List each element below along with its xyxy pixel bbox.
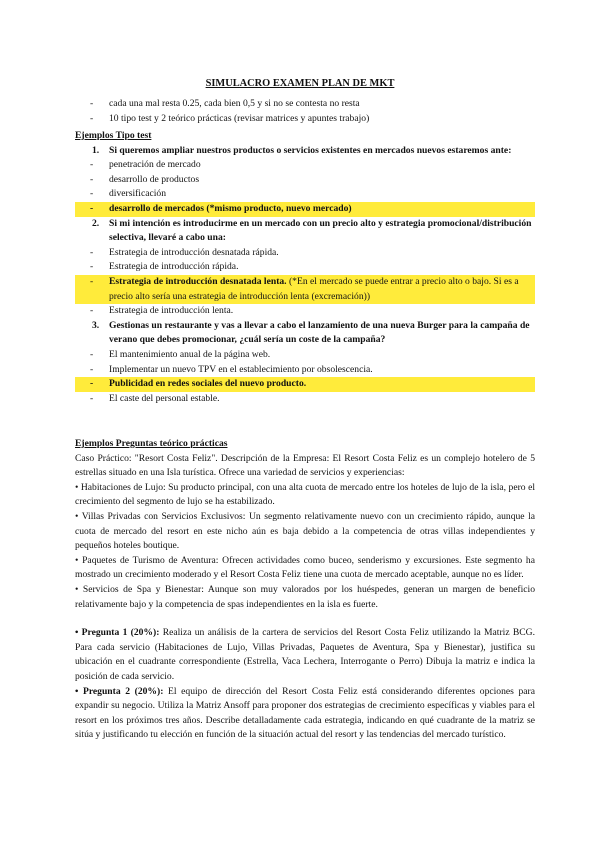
list-item: - diversificación <box>90 188 167 200</box>
list-item: - 10 tipo test y 2 teórico prácticas (revisar matrices y apuntes trabajo) <box>90 112 370 124</box>
list-item: - El caste del personal estable. <box>90 392 220 404</box>
case-bullet: • Habitaciones de Lujo: Su producto principal, con una alta cuota de mercado entre los hoteles de lujo de la isla, pero el crecimiento del segmento de lujo se ha estabilizado. <box>75 481 535 508</box>
section-heading-teorico: Ejemplos Preguntas teórico prácticas <box>75 438 228 449</box>
question-3: 3. Gestionas un restaurante y vas a llevar a cabo el lanzamiento de una nueva Burger para la campaña de verano que debes promocionar, ¿cuál sería un coste de la campaña? <box>92 319 530 346</box>
intro-list <box>75 97 535 126</box>
correct-answer: - Publicidad en redes sociales del nuevo producto. <box>75 377 535 392</box>
section-heading-tipo-test: Ejemplos Tipo test <box>75 130 152 141</box>
answer-note: (*En el mercado se puede entrar a precio alto o bajo. Si es a precio alto sería una estrategia de introducción lenta (excremación)) <box>109 275 519 302</box>
list-item: - Implementar un nuevo TPV en el establecimiento por obsolescencia. <box>90 363 373 375</box>
case-bullet: • Servicios de Spa y Bienestar: Aunque son muy valorados por los huéspedes, generan un margen de beneficio relativamente bajo y la competencia de spas independientes en la isla es fuerte. <box>75 583 535 610</box>
case-intro: Caso Práctico: "Resort Costa Feliz". Descripción de la Empresa: El Resort Costa Feliz es un complejo hotelero de 5 estrellas situado en una Isla turística. Ofrece una variedad de servicios y experiencias: <box>75 452 535 479</box>
correct-answer: - Estrategia de introducción desnatada lenta. (*En el mercado se puede entrar a precio alto o bajo. Si es a precio alto sería una estrategia de introducción lenta (excremación)) <box>75 275 535 304</box>
list-item: - El mantenimiento anual de la página web. <box>90 348 271 360</box>
list-item: - Estrategia de introducción desnatada rápida. <box>90 246 279 258</box>
tipo-test-section <box>75 129 535 406</box>
case-bullet: • Paquetes de Turismo de Aventura: Ofrecen actividades como buceo, senderismo y excursiones. Este segmento ha mostrado un crecimiento moderado y el Resort Costa Feliz tiene una cuota de mercado aceptable, aunque no es líder. <box>75 554 535 581</box>
document-title: SIMULACRO EXAMEN PLAN DE MKT <box>205 78 395 89</box>
correct-answer: - desarrollo de mercados (*mismo producto, nuevo mercado) <box>75 202 535 217</box>
list-item: - Estrategia de introducción rápida. <box>90 261 239 273</box>
question-practica-1: • Pregunta 1 (20%): Realiza un análisis de la cartera de servicios del Resort Costa Feliz utilizando la Matriz BCG. Para cada servicio (Habitaciones de Lujo, Villas Privadas, Paquetes de Aventura, Spa y Bienestar), justifica su ubicación en el cuadrante correspondiente (Estrella, Vaca Lechera, Interrogante o Perro) Dibuja la matriz e indica la posición de cada servicio. <box>75 627 535 682</box>
list-item: - penetración de mercado <box>90 159 201 171</box>
question-1: 1. Si queremos ampliar nuestros productos o servicios existentes en mercados nuevos estaremos ante: <box>92 144 512 156</box>
list-item: - desarrollo de productos <box>90 173 200 185</box>
list-item: - cada una mal resta 0.25, cada bien 0,5 y si no se contesta no resta <box>90 98 360 109</box>
list-item: - Estrategia de introducción lenta. <box>90 305 234 317</box>
question-2: 2. Si mi intención es introducirme en un mercado con un precio alto y estrategia promocional/distribución selectiva, llevaré a cabo una: <box>92 217 532 244</box>
case-bullet: • Villas Privadas con Servicios Exclusivos: Un segmento relativamente nuevo con un crecimiento rápido, aunque la cuota de mercado del resort en este nicho aún es baja debido a la competencia de otras villas independientes y pequeños hoteles boutique. <box>75 510 535 552</box>
question-practica-2: • Pregunta 2 (20%): El equipo de dirección del Resort Costa Feliz está considerando diferentes opciones para expandir su negocio. Utiliza la Matriz Ansoff para proponer dos estrategias de crecimiento específicas y viables para el resort en los próximos tres años. Describe detalladamente cada estrategia, indicando en qué cuadrante de la matriz se sitúa y justificando tu elección en función de la situación actual del resort y las tendencias del mercado turístico. <box>75 685 535 741</box>
teorico-section <box>75 437 535 743</box>
